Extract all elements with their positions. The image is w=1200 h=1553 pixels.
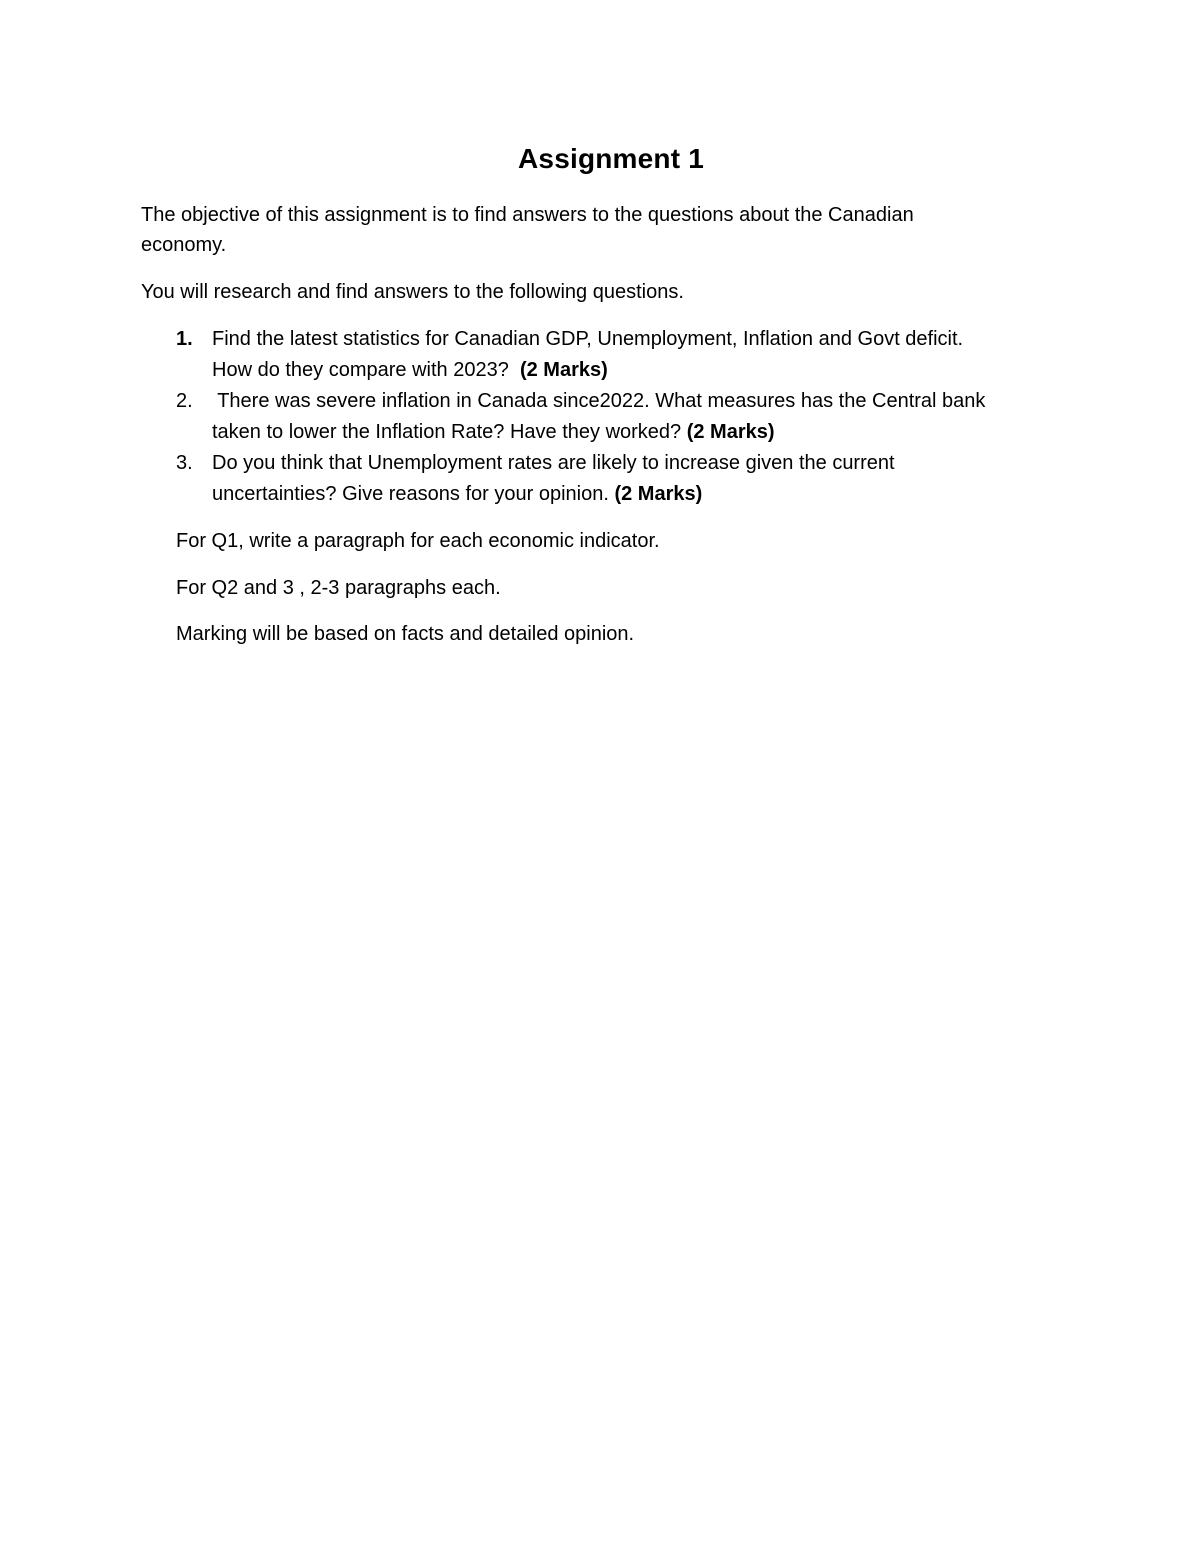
q1-instruction: For Q1, write a paragraph for each economic indicator. — [176, 530, 660, 552]
question-2-line-2 — [212, 417, 775, 447]
question-1-text: How do they compare with 2023? — [212, 359, 520, 381]
question-3-marks: (2 Marks) — [614, 483, 703, 505]
question-3-text: uncertainties? Give reasons for your opinion. — [212, 483, 615, 505]
question-1-marks: (2 Marks) — [519, 359, 608, 381]
question-3-line-2 — [212, 479, 702, 509]
question-3-line-1: Do you think that Unemployment rates are likely to increase given the current — [212, 452, 895, 474]
question-3-number: 3. — [176, 452, 193, 474]
question-1-line-1: Find the latest statistics for Canadian GDP, Unemployment, Inflation and Govt deficit. — [212, 328, 964, 350]
document-title: Assignment 1 — [518, 143, 704, 174]
research-intro: You will research and find answers to the following questions. — [141, 281, 684, 303]
objective-paragraph-line-2: economy. — [141, 234, 227, 256]
objective-paragraph-line-1: The objective of this assignment is to find answers to the questions about the Canadian — [141, 204, 914, 226]
question-2-line-1: There was severe inflation in Canada since2022. What measures has the Central bank — [212, 390, 986, 412]
marking-note: Marking will be based on facts and detailed opinion. — [176, 623, 635, 645]
question-2-text: taken to lower the Inflation Rate? Have they worked? — [212, 421, 687, 443]
question-1-line-2 — [212, 355, 608, 385]
question-1-number: 1. — [176, 328, 193, 350]
question-2-marks: (2 Marks) — [686, 421, 775, 443]
q2-q3-instruction: For Q2 and 3 , 2-3 paragraphs each. — [176, 577, 501, 599]
question-2-number: 2. — [176, 390, 193, 412]
